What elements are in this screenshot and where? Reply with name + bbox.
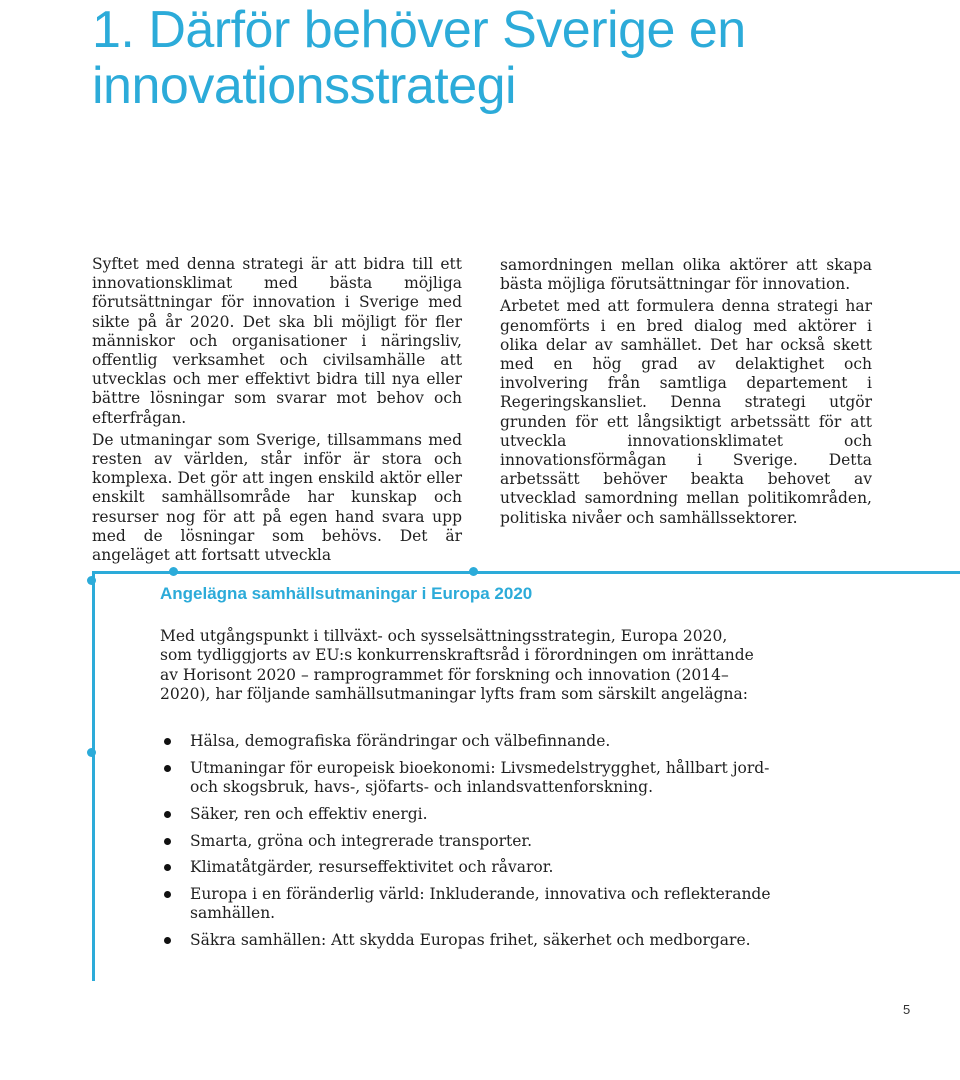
right-text-column [500,256,872,528]
bullet-icon [164,738,171,745]
challenges-list [160,732,800,958]
page-title [92,2,932,114]
frame-dot-decoration [87,576,96,585]
left-text-column [92,255,462,565]
bullet-icon [164,838,171,845]
list-item: Europa i en föränderlig värld: Inkluderande, innovativa och reflekterande samhällen. [160,885,800,924]
paragraph: samordningen mellan olika aktörer att skapa bästa möjliga förutsättningar för innovation. [500,256,872,294]
title-line-1: 1. Därför behöver Sverige en [92,1,746,59]
list-item: Utmaningar för europeisk bioekonomi: Livsmedelstrygghet, hållbart jord- och skogsbruk, havs-, sjöfarts- och inlandsvattenforskning. [160,759,800,798]
paragraph: Syftet med denna strategi är att bidra till ett innovationsklimat med bästa möjliga förutsättningar för innovation i Sverige med sikte på år 2020. Det ska bli möjligt för fler människor och organisationer i näringsliv, offentlig verksamhet och civilsamhälle att utvecklas och mer effektivt bidra till nya eller bättre lösningar som svarar mot behov och efterfrågan. [92,255,462,427]
list-item: Hälsa, demografiska förändringar och välbefinnande. [160,732,800,751]
info-box-intro: Med utgångspunkt i tillväxt- och sysselsättningsstrategin, Europa 2020, som tydliggjorts av EU:s konkurrenskraftsråd i förordningen om inrättande av Horisont 2020 – ramprogrammet för forskning och innovation (2014–2020), har följande samhällsutmaningar lyfts fram som särskilt angelägna: [160,627,754,704]
bullet-icon [164,937,171,944]
bullet-icon [164,765,171,772]
bullet-icon [164,811,171,818]
list-item: Klimatåtgärder, resurseffektivitet och råvaror. [160,858,800,877]
paragraph: De utmaningar som Sverige, tillsammans med resten av världen, står inför är stora och komplexa. Det gör att ingen enskild aktör eller enskilt samhällsområde har kunskap och resurser nog för att på egen hand svara upp med de lösningar som behövs. Det är angeläget att fortsatt utveckla [92,430,462,565]
page-number: 5 [903,1002,911,1017]
frame-dot-decoration [87,748,96,757]
list-item: Smarta, gröna och integrerade transporter. [160,832,800,851]
bullet-icon [164,891,171,898]
bullet-icon [164,864,171,871]
frame-dot-decoration [469,567,478,576]
frame-dot-decoration [169,567,178,576]
list-item: Säkra samhällen: Att skydda Europas frihet, säkerhet och medborgare. [160,931,800,950]
list-item: Säker, ren och effektiv energi. [160,805,800,824]
title-line-2: innovationsstrategi [92,57,517,115]
paragraph: Arbetet med att formulera denna strategi har genomförts i en bred dialog med aktörer i olika delar av samhället. Det har också skett med en hög grad av delaktighet och involvering från samtliga departement i Regeringskansliet. Denna strategi utgör grunden för ett långsiktigt arbetssätt för att utveckla innovationsklimatet och innovationsförmågan i Sverige. Detta arbetssätt behöver beakta behovet av utvecklad samordning mellan politikområden, politiska nivåer och samhällssektorer. [500,297,872,527]
info-box-heading: Angelägna samhällsutmaningar i Europa 2020 [160,584,533,603]
